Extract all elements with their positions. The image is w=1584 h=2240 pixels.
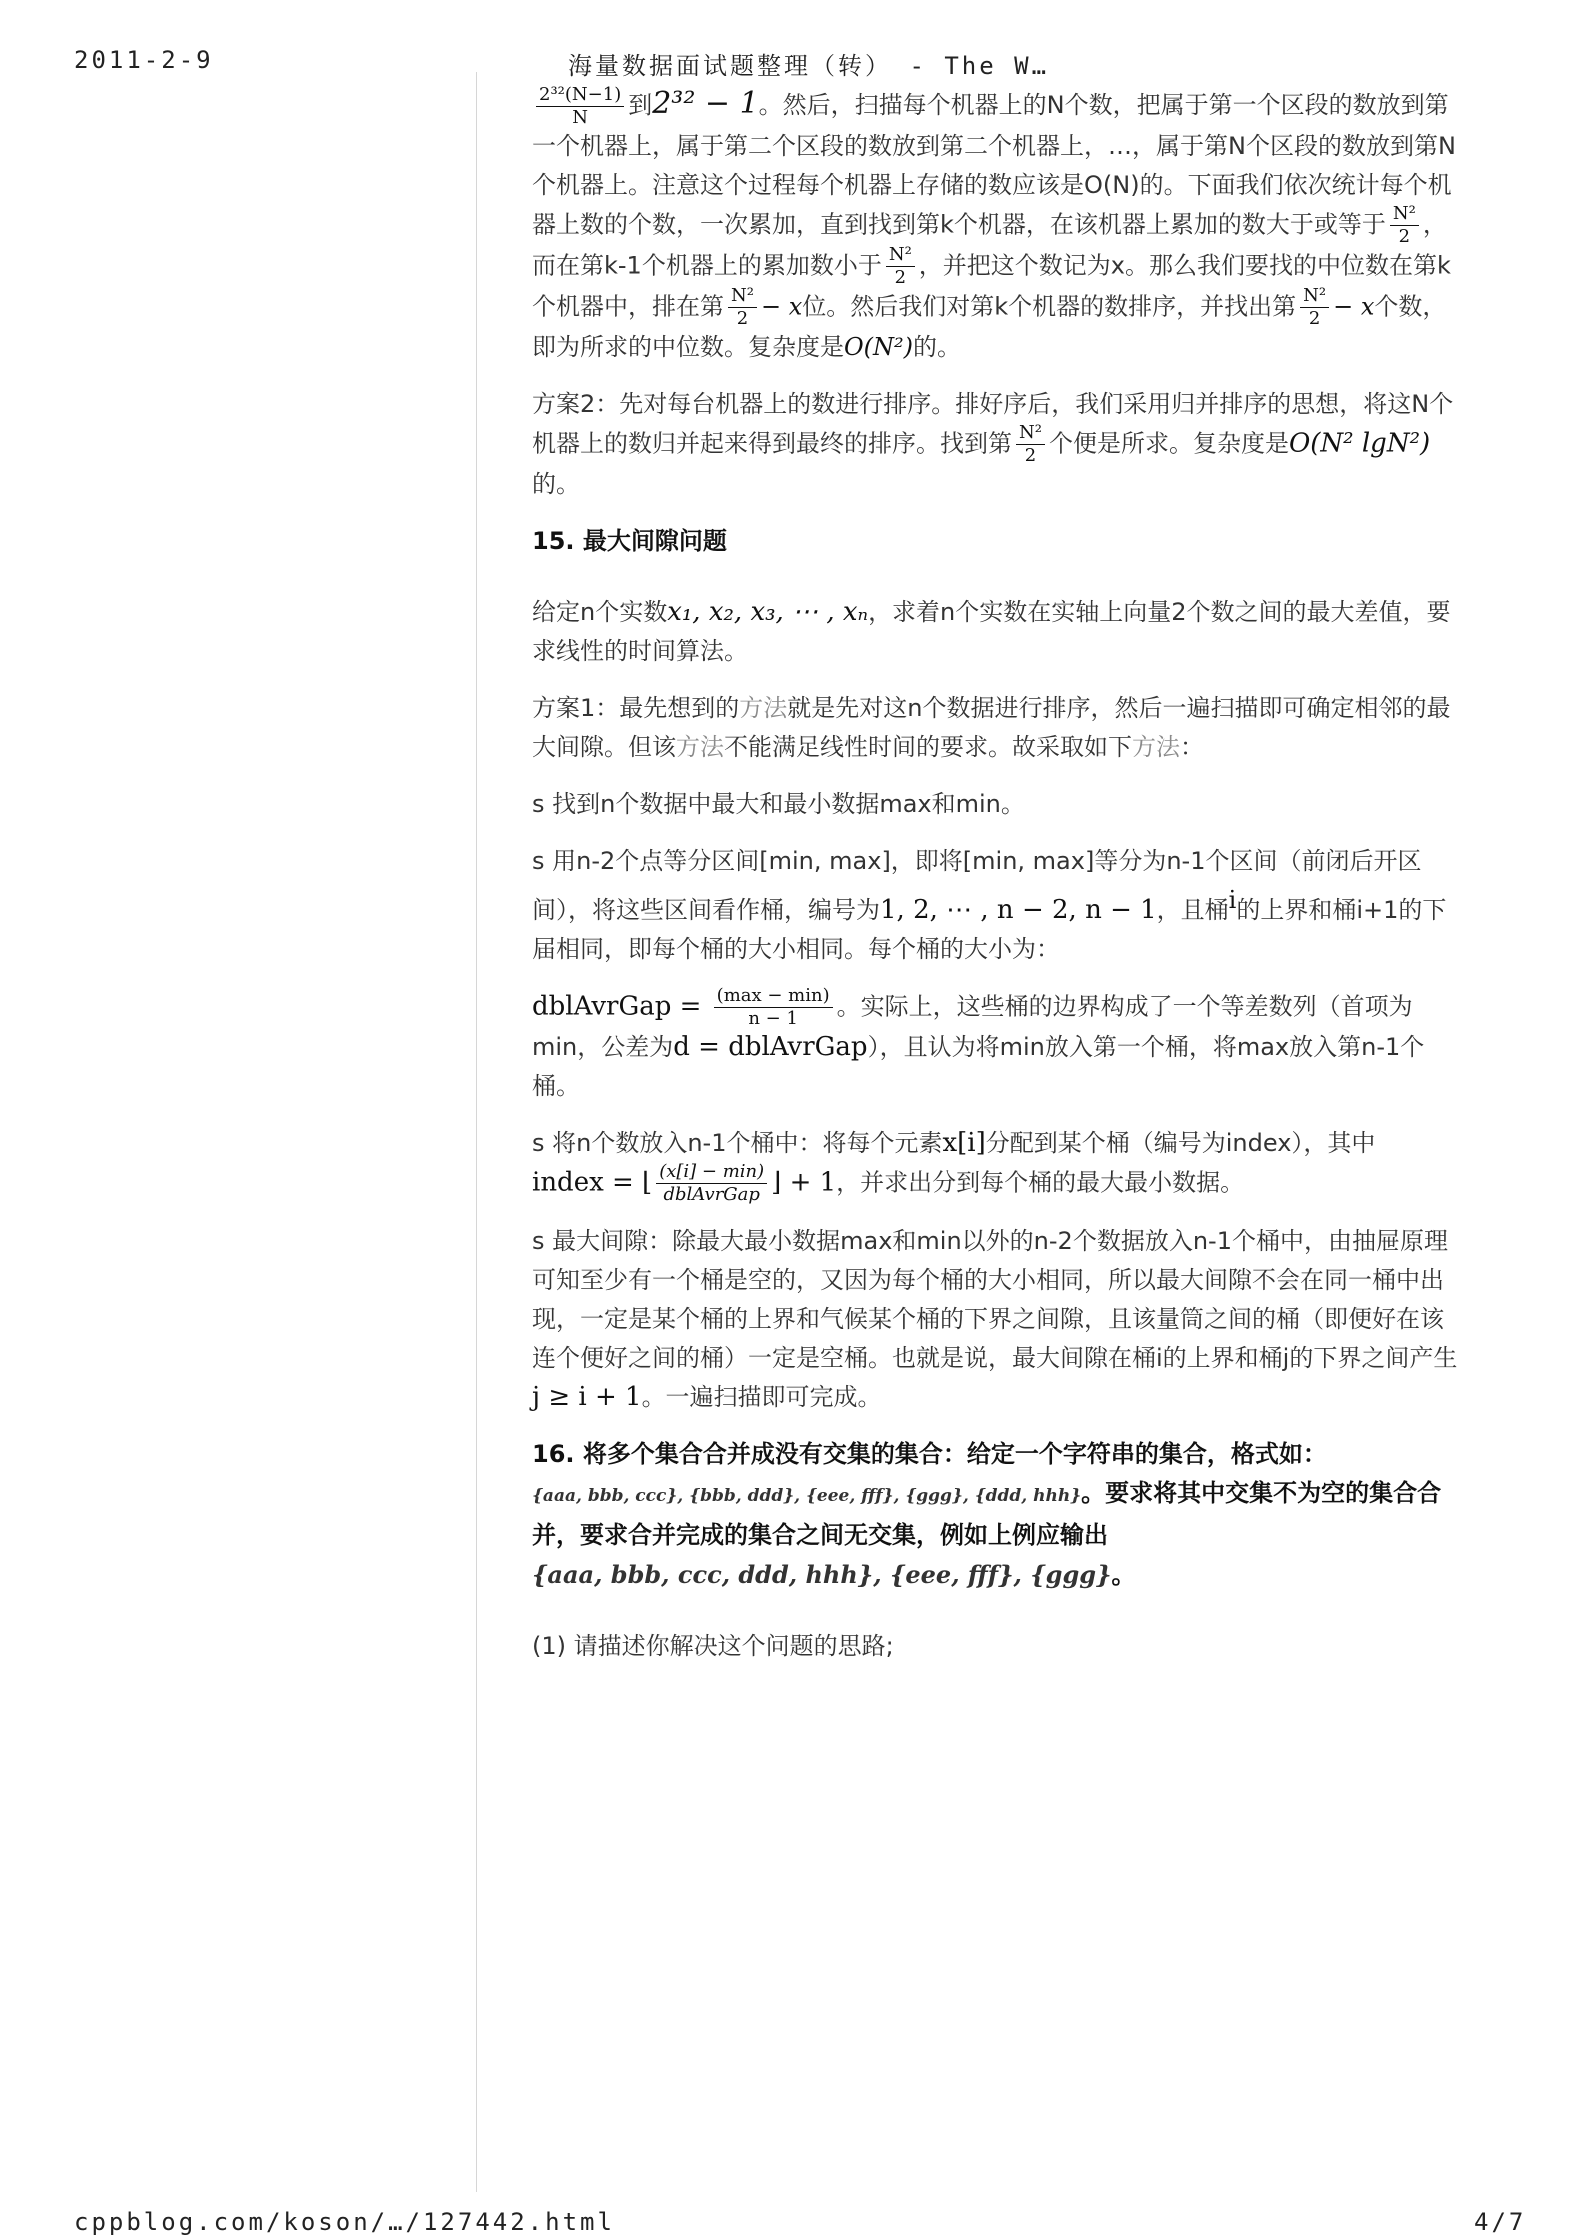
step-distribute: s 将n个数放入n-1个桶中：将每个元素x[i]分配到某个桶（编号为index），其中 index = ⌊ $\frac{(x[i] - \min)}{\text{dblAvrGap}}$ ⌋ + 1，并求出分到每个桶的最大最小数据。 — [532, 1127, 1376, 1205]
formula-half-n-squared: $\frac{\text{N²}}{2}$ — [1390, 205, 1419, 246]
formula-complexity: O(N² lgN²) — [1288, 428, 1431, 458]
paragraph-scheme1: 方案1：最先想到的方法就是先对这n个数据进行排序，然后一遍扫描即可确定相邻的最大间隙。但该方法不能满足线性时间的要求。故采取如下方法： — [532, 693, 1451, 761]
formula-range-end: 2³² − 1 — [652, 86, 759, 121]
formula-index: index = ⌊ — [532, 1167, 653, 1197]
method-keyword: 方法 — [1132, 732, 1180, 761]
paragraph-median-scheme1: $\frac{\text{2³²(N−1)}}{N}$ 到2³² − 1。然后，扫描每个机器上的N个数，把属于第一个区段的数放到第一个机器上，属于第二个区段的数放到第二个机器上，…，属于第N个区段的数放到第N个机器上。注意这个过程每个机器上存储的数应该是O(N)的。下面我们依次统计每个机器上数的个数，一次累加，直到找到第k个机器，在该机器上累加的数大于或等于 $\frac{\text{N²}}{2}$ ，而在第k-1个机器上的累加数小于 $\frac{\text{N²}}{2}$ ，并把这个数记为x。那么我们要找的中位数在第k个机器中，排在第 $\frac{\text{N²}}{2}$ − x位。然后我们对第k个机器的数排序，并找出第 $\frac{\text{N²}}{2}$ − x个数，即为所求的中位数。复杂度是O(N²)的。 — [532, 83, 1456, 361]
formula-half-n-squared: $\frac{\text{N²}}{2}$ — [1016, 424, 1045, 465]
paragraph-median-scheme2: 方案2：先对每台机器上的数进行排序。排好序后，我们采用归并排序的思想，将这N个机器上的数归并起来得到最终的排序。找到第 $\frac{\text{N²}}{2}$ 个便是所求。复杂度是O(N² lgN²)的。 — [532, 389, 1454, 498]
article-body — [532, 84, 1462, 1666]
formula-output-sets: {aaa, bbb, ccc, ddd, hhh}, {eee, fff}, {ggg} — [532, 1559, 1112, 1589]
header-date: 2011-2-9 — [74, 46, 214, 74]
method-keyword: 方法 — [739, 693, 788, 722]
step-bucket-size: dblAvrGap = $\frac{(\max - \min)}{n - 1}$ 。实际上，这些桶的边界构成了一个等差数列（首项为min，公差为d = dblAvrGap），且认为将min放入第一个桶，将max放入第n-1个桶。 — [532, 984, 1425, 1100]
formula-range-start: $\frac{\text{2³²(N−1)}}{N}$ — [536, 86, 624, 127]
header-title: 海量数据面试题整理（转） - The W… — [568, 52, 1050, 80]
formula-bucket-size: dblAvrGap = — [532, 991, 710, 1021]
formula-common-difference: d = dblAvrGap — [673, 1031, 868, 1062]
method-keyword: 方法 — [676, 732, 724, 761]
section-heading-15: 15. 最大间隙问题 — [532, 526, 727, 555]
formula-half-n-squared: $\frac{\text{N²}}{2}$ — [886, 246, 915, 287]
step-find-min-max: s 找到n个数据中最大和最小数据max和min。 — [532, 789, 1025, 818]
formula-bucket-numbers: 1, 2, ⋯ , n − 2, n − 1 — [880, 894, 1157, 925]
section-heading-16: 16. 将多个集合合并成没有交集的集合：给定一个字符串的集合，格式如： {aaa, bbb, ccc}, {bbb, ddd}, {eee, fff}, {ggg}, {ddd, hhh}。要求将其中交集不为空的集合合并，要求合并完成的集合之间无交集，例如上例应输出 {aaa, bbb, ccc, ddd, hhh}, {eee, fff}, {ggg}。 — [532, 1439, 1442, 1589]
step-split-buckets: s 用n-2个点等分区间[min, max]，即将[min, max]等分为n-1个区间（前闭后开区间），将这些区间看作桶，编号为1, 2, ⋯ , n − 2, n − 1，且桶i的上界和桶i+1的下届相同，即每个桶的大小相同。每个桶的大小为： — [532, 846, 1447, 963]
paragraph-problem-15: 给定n个实数x₁, x₂, x₃, ⋯ , xₙ，求着n个实数在实轴上向量2个数之间的最大差值，要求线性的时间算法。 — [532, 596, 1451, 665]
left-divider — [476, 72, 477, 2192]
footer-page-number: 4/7 — [1474, 2208, 1527, 2236]
question-1: (1) 请描述你解决这个问题的思路; — [532, 1631, 894, 1660]
formula-bucket-relation: j ≥ i + 1 — [532, 1381, 642, 1412]
formula-half-n-squared: $\frac{\text{N²}}{2}$ — [1300, 287, 1329, 328]
step-max-gap: s 最大间隙：除最大最小数据max和min以外的n-2个数据放入n-1个桶中，由抽屉原理可知至少有一个桶是空的，又因为每个桶的大小相同，所以最大间隙不会在同一桶中出现，一定是某个桶的上界和气候某个桶的下界之间隙，且该量筒之间的桶（即便好在该连个便好之间的桶）一定是空桶。也就是说，最大间隙在桶i的上界和桶j的下界之间产生j ≥ i + 1。一遍扫描即可完成。 — [532, 1226, 1458, 1412]
formula-element: x[i] — [942, 1127, 986, 1158]
formula-input-sets: {aaa, bbb, ccc}, {bbb, ddd}, {eee, fff}, {ggg}, {ddd, hhh} — [532, 1485, 1082, 1506]
formula-half-n-squared: $\frac{\text{N²}}{2}$ — [728, 287, 757, 328]
formula-complexity: O(N²) — [844, 332, 914, 361]
formula-real-numbers: x₁, x₂, x₃, ⋯ , xₙ — [667, 596, 869, 627]
footer-url: cppblog.com/koson/…/127442.html — [74, 2208, 615, 2236]
